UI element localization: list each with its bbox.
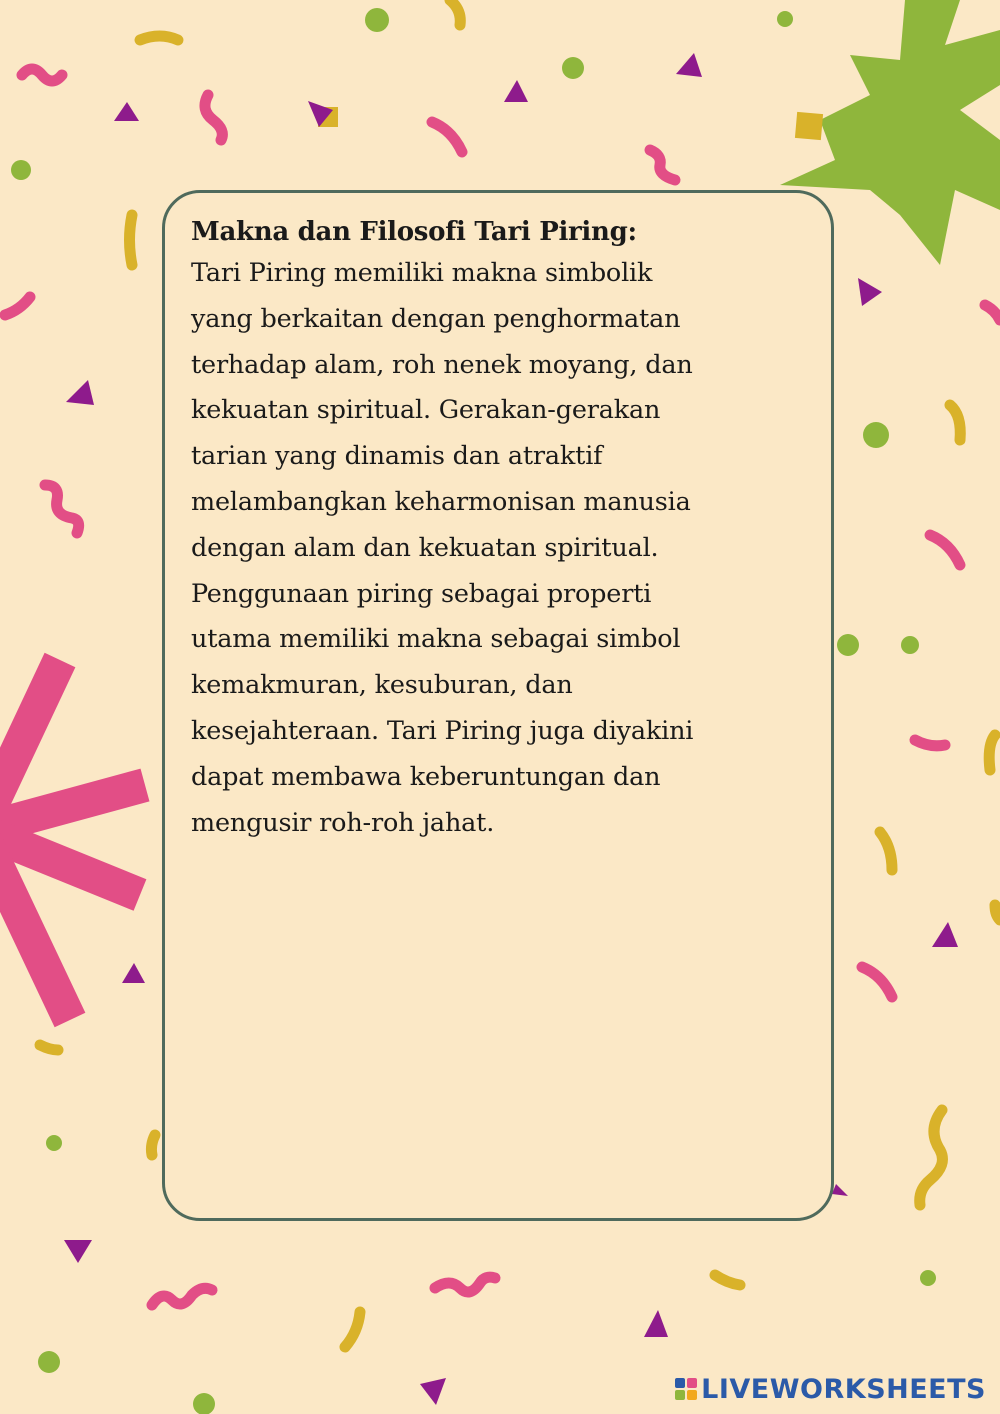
green-dot [920, 1270, 936, 1286]
card-title: Makna dan Filosofi Tari Piring: [191, 217, 637, 247]
green-dot [562, 57, 584, 79]
purple-triangle [66, 380, 94, 405]
yellow-squiggle [140, 36, 178, 40]
green-dot [11, 160, 31, 180]
green-dot [863, 422, 889, 448]
green-dot [365, 8, 389, 32]
purple-triangle [858, 278, 882, 306]
yellow-squiggle [151, 1135, 155, 1155]
purple-triangle [676, 53, 702, 77]
pink-asterisk-shape [0, 660, 145, 1020]
pink-squiggle [915, 740, 945, 746]
pink-squiggle [152, 1288, 212, 1305]
content-card [162, 190, 834, 1221]
yellow-squiggle [450, 0, 460, 25]
pink-squiggle [5, 297, 30, 315]
brand-name: LIVEWORKSHEETS [701, 1373, 986, 1405]
pink-squiggle [22, 69, 62, 81]
purple-triangle [504, 80, 528, 102]
pink-squiggle [862, 967, 892, 997]
green-dot [193, 1393, 215, 1414]
yellow-squiggle [995, 905, 1000, 920]
green-dot [901, 636, 919, 654]
yellow-squiggle [880, 832, 892, 870]
yellow-squiggle [345, 1312, 360, 1347]
pink-squiggle [435, 1277, 495, 1292]
purple-triangle [832, 1184, 848, 1196]
purple-triangle [644, 1310, 668, 1337]
pink-squiggle [650, 150, 675, 180]
liveworksheets-logo[interactable] [675, 1372, 986, 1406]
green-dot [837, 634, 859, 656]
yellow-squiggle [40, 1045, 58, 1050]
green-dot [38, 1351, 60, 1373]
yellow-squiggle [920, 1110, 943, 1205]
yellow-square [795, 112, 823, 140]
yellow-squiggle [130, 215, 133, 265]
yellow-squiggle [950, 405, 960, 440]
liveworksheets-logo-icon [675, 1378, 697, 1400]
purple-triangle [114, 102, 139, 121]
purple-triangle [122, 963, 145, 983]
purple-triangle [64, 1240, 92, 1263]
card-body-text: Tari Piring memiliki makna simbolik yang berkaitan dengan penghormatan terhadap alam, roh nenek moyang, dan kekuatan spiritual. Gerakan-gerakan tarian yang dinamis dan atraktif melambangkan keharmonisan manusia dengan alam dan kekuatan spiritual. Penggunaan piring sebagai properti utama memiliki makna sebagai simbol kemakmuran, kesuburan, dan kesejahteraan. Tari Piring juga diyakini dapat membawa keberuntungan dan mengusir roh-roh jahat. [191, 258, 694, 838]
purple-triangle [932, 922, 958, 947]
pink-squiggle [985, 305, 1000, 320]
purple-triangle [420, 1378, 446, 1405]
green-dot [46, 1135, 62, 1151]
pink-squiggle [205, 95, 222, 140]
yellow-squiggle [989, 735, 995, 770]
yellow-squiggle [715, 1275, 740, 1285]
pink-squiggle [930, 535, 960, 565]
green-dot [777, 11, 793, 27]
pink-squiggle [432, 122, 462, 152]
pink-squiggle [45, 485, 79, 533]
